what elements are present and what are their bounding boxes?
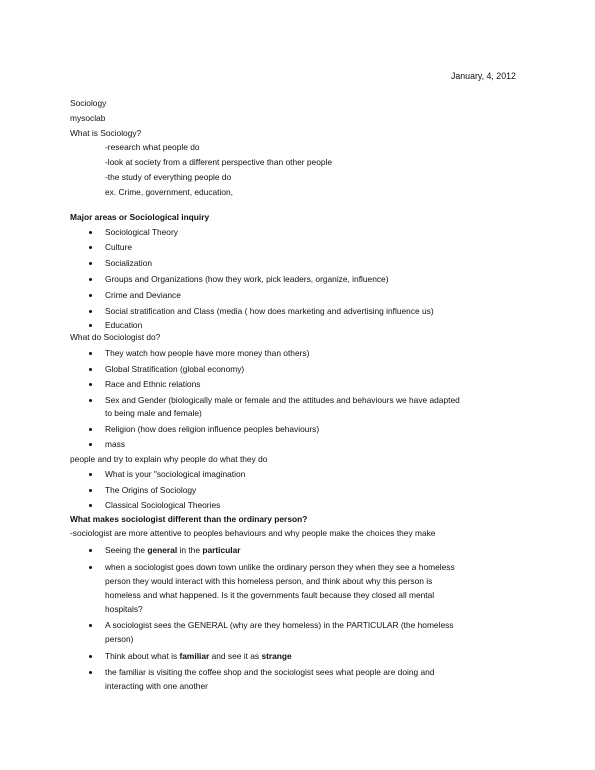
bullet-icon — [89, 671, 92, 674]
list-item: the familiar is visiting the coffee shop and the sociologist sees what people are doing and — [105, 667, 435, 677]
list-item-continuation: interacting with one another — [105, 681, 208, 691]
bullet-icon — [89, 504, 92, 507]
bullet-icon — [89, 278, 92, 281]
list-item-continuation: person) — [105, 634, 134, 644]
list-item: Social stratification and Class (media ( how does marketing and advertising influence us) — [105, 306, 434, 316]
list-item: Crime and Deviance — [105, 290, 181, 300]
bullet-icon — [89, 473, 92, 476]
bullet-icon — [89, 443, 92, 446]
bullet-icon — [89, 624, 92, 627]
bullet-icon — [89, 324, 92, 327]
question-heading: What is Sociology? — [70, 128, 142, 138]
list-item: Groups and Organizations (how they work, pick leaders, organize, influence) — [105, 274, 389, 284]
section-heading: people and try to explain why people do what they do — [70, 454, 268, 464]
bullet-icon — [89, 352, 92, 355]
list-item-continuation: homeless and what happened. Is it the governments fault because they closed all mental — [105, 590, 435, 600]
bullet-icon — [89, 383, 92, 386]
bullet-icon — [89, 655, 92, 658]
indented-item: -research what people do — [105, 142, 200, 152]
bullet-icon — [89, 566, 92, 569]
list-item: Think about what is familiar and see it as strange — [105, 651, 292, 661]
list-item: What is your "sociological imagination — [105, 469, 246, 479]
list-item: Race and Ethnic relations — [105, 379, 201, 389]
list-item: Sex and Gender (biologically male or female and the attitudes and behaviours we have adapted — [105, 395, 460, 405]
bullet-icon — [89, 368, 92, 371]
list-item: They watch how people have more money than others) — [105, 348, 310, 358]
list-item: Global Stratification (global economy) — [105, 364, 245, 374]
bullet-icon — [89, 549, 92, 552]
list-item: mass — [105, 439, 126, 449]
bullet-icon — [89, 428, 92, 431]
paragraph-line: -sociologist are more attentive to peoples behaviours and why people make the choices they make — [70, 528, 436, 538]
indented-item: -look at society from a different perspective than other people — [105, 157, 333, 167]
list-item: Religion (how does religion influence peoples behaviours) — [105, 424, 320, 434]
list-item: Sociological Theory — [105, 227, 178, 237]
bullet-icon — [89, 294, 92, 297]
list-item: Classical Sociological Theories — [105, 500, 221, 510]
list-item-continuation: person they would interact with this homeless person, and think about why this person is — [105, 576, 433, 586]
bullet-icon — [89, 262, 92, 265]
document-date: January, 4, 2012 — [451, 71, 516, 81]
bullet-icon — [89, 310, 92, 313]
bullet-icon — [89, 399, 92, 402]
list-item: The Origins of Sociology — [105, 485, 197, 495]
section-heading: What makes sociologist different than the ordinary person? — [70, 514, 308, 524]
subtitle-line: mysoclab — [70, 113, 106, 123]
indented-item: ex. Crime, government, education, — [105, 187, 234, 197]
list-item-continuation: hospitals? — [105, 604, 143, 614]
list-item: Education — [105, 320, 143, 330]
list-item: A sociologist sees the GENERAL (why are they homeless) in the PARTICULAR (the homeless — [105, 620, 454, 630]
section-heading: What do Sociologist do? — [70, 332, 161, 342]
list-item-continuation: to being male and female) — [105, 408, 202, 418]
section-heading: Major areas or Sociological inquiry — [70, 212, 210, 222]
list-item: Culture — [105, 242, 132, 252]
list-item: Socialization — [105, 258, 153, 268]
bullet-icon — [89, 246, 92, 249]
bullet-icon — [89, 231, 92, 234]
indented-item: -the study of everything people do — [105, 172, 232, 182]
list-item: when a sociologist goes down town unlike the ordinary person they when they see a homeless — [105, 562, 455, 572]
list-item: Seeing the general in the particular — [105, 545, 241, 555]
bullet-icon — [89, 489, 92, 492]
title-line: Sociology — [70, 98, 107, 108]
